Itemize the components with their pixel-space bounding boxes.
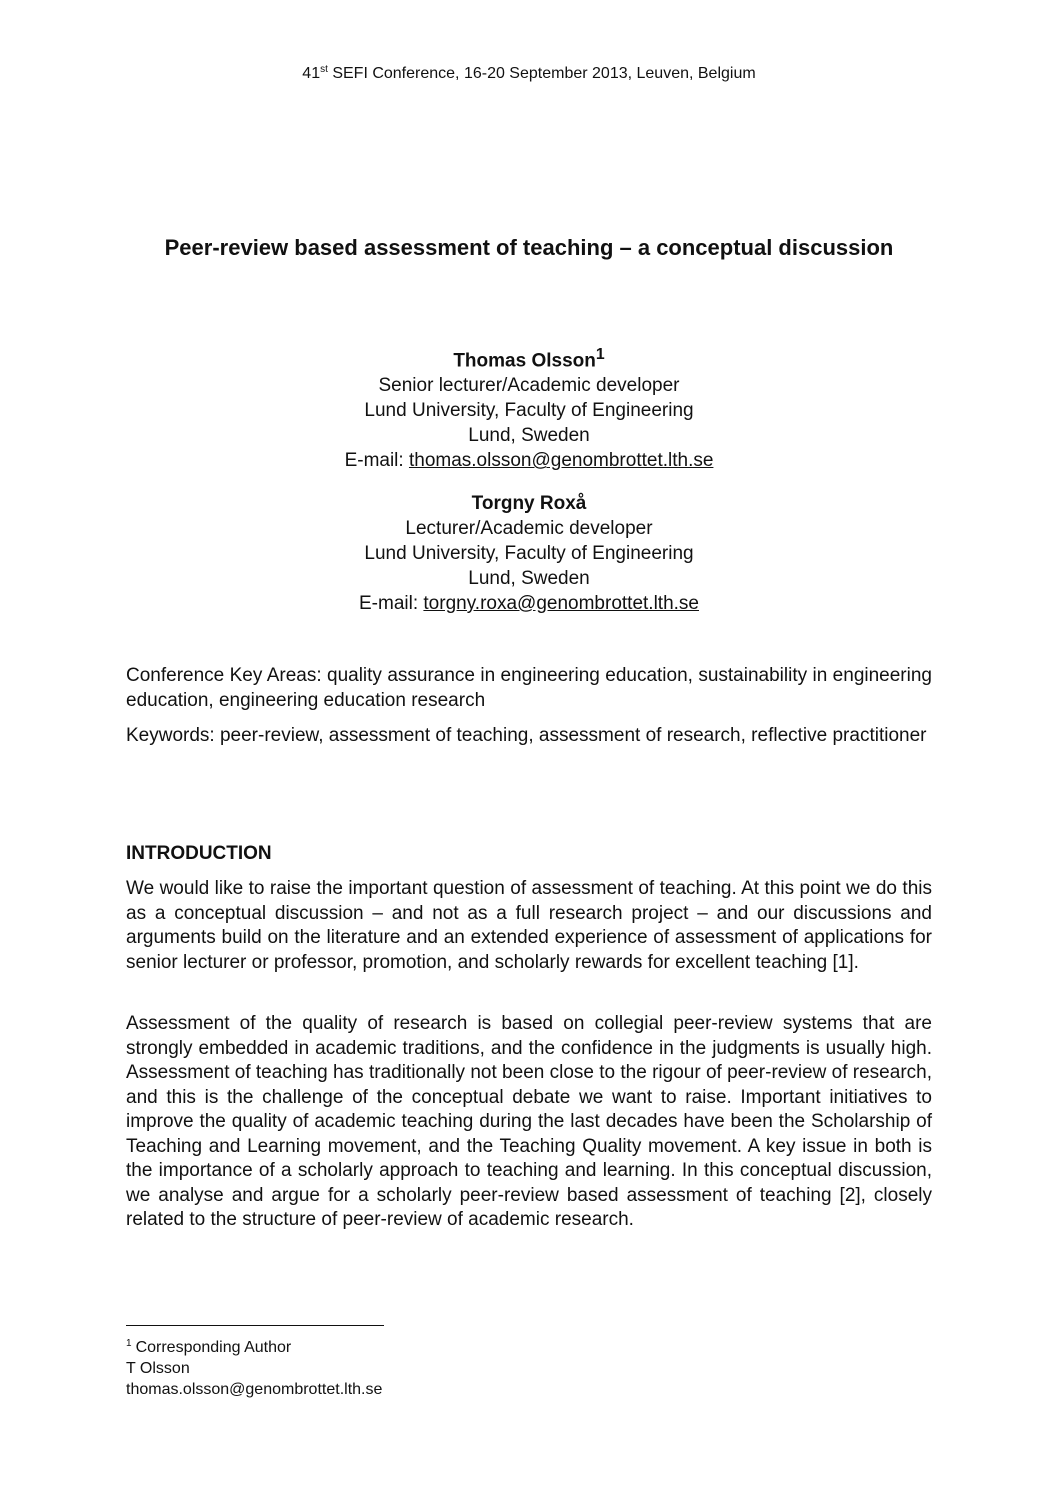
paper-title: Peer-review based assessment of teaching – a conceptual discussion [164, 235, 894, 260]
body-paragraph: We would like to raise the important question of assessment of teaching. At this point we do this as a conceptual discussion – and not as a full research project – and our discussions and arguments build on the literature and an extended experience of assessment of applications for senior lecturer or professor, promotion, and scholarly rewards for excellent teaching [1]. [126, 878, 932, 973]
footnote-name: T Olsson [126, 1360, 190, 1377]
author-email-line [180, 448, 878, 473]
footnote-email: thomas.olsson@genombrottet.lth.se [126, 1381, 383, 1398]
conference-details: SEFI Conference, 16-20 September 2013, Leuven, Belgium [327, 65, 756, 82]
author-email-link[interactable]: thomas.olsson@genombrottet.lth.se [408, 450, 714, 472]
author-name-line [180, 491, 878, 516]
author-role: Senior lecturer/Academic developer [378, 375, 680, 397]
author-block-olsson [180, 342, 878, 473]
body-paragraph: Assessment of the quality of research is based on collegial peer-review systems that are strongly embedded in academic traditions, and the confidence in the judgments is usually high. Assessment of teaching has traditionally not been close to the rigour of peer-review of research, and this is the challenge of the conceptual debate we want to raise. Important initiatives to improve the quality of academic teaching during the last decades have been the Scholarship of Teaching and Learning movement, and the Teaching Quality movement. A key issue in both is the importance of a scholarly approach to teaching and learning. In this conceptual discussion, we analyse and argue for a scholarly peer-review based assessment of teaching [2], closely related to the structure of peer-review of academic research. [126, 1013, 932, 1230]
footnote-label-line [126, 1333, 382, 1358]
running-header [0, 64, 1058, 83]
email-label: E-mail: [359, 593, 424, 614]
author-email-link[interactable]: torgny.roxa@genombrottet.lth.se [423, 593, 699, 614]
author-block-roxa [180, 491, 878, 616]
author-name: Thomas Olsson [453, 350, 596, 372]
author-location: Lund, Sweden [468, 568, 590, 589]
footnote-divider [126, 1325, 384, 1326]
author-role: Lecturer/Academic developer [405, 518, 653, 539]
email-label: E-mail: [344, 450, 409, 472]
author-location: Lund, Sweden [468, 425, 590, 447]
ordinal-suffix: st [320, 64, 328, 75]
footnote-label: Corresponding Author [135, 1339, 292, 1356]
keywords: Keywords: peer-review, assessment of teaching, assessment of research, reflective practitioner [126, 725, 927, 746]
author-email-line [180, 591, 878, 616]
footnote [126, 1333, 382, 1400]
author-affiliation: Lund University, Faculty of Engineering [364, 400, 694, 422]
footnote-mark: 1 [126, 1338, 132, 1349]
footnote-mark: 1 [595, 346, 605, 363]
conference-key-areas: Conference Key Areas: quality assurance in engineering education, sustainability in engineering education, engineering education research [126, 665, 932, 711]
author-name: Torgny Roxå [471, 493, 587, 514]
conference-number: 41 [302, 65, 321, 82]
section-heading-introduction: INTRODUCTION [126, 843, 272, 864]
author-affiliation: Lund University, Faculty of Engineering [364, 543, 694, 564]
author-name-line [180, 342, 878, 373]
